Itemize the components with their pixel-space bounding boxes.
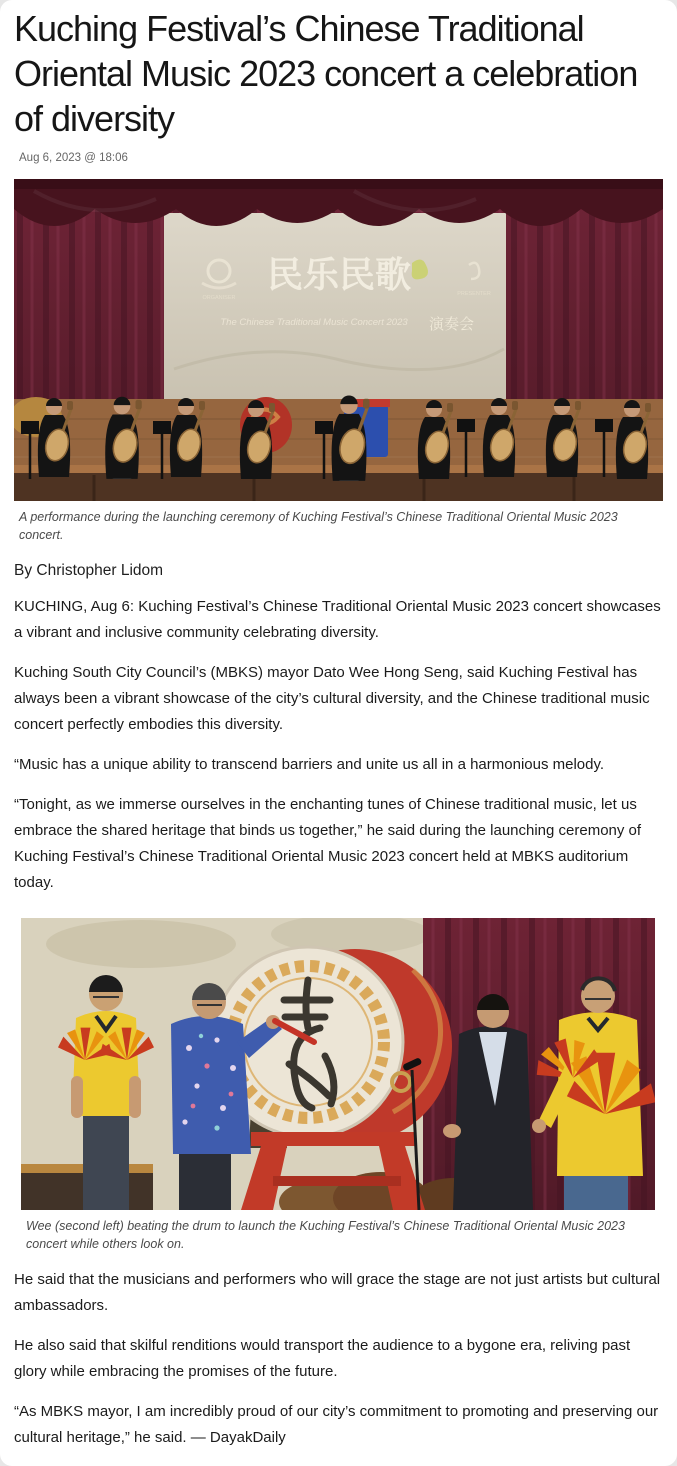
screen-subtitle: The Chinese Traditional Music Concert 2023	[220, 317, 408, 328]
article-paragraph: He said that the musicians and performers who will grace the stage are not just artists but cultural ambassadors.	[14, 1271, 661, 1314]
page-title: Kuching Festival’s Chinese Traditional Oriental Music 2023 concert a celebration of diversity	[14, 8, 638, 139]
hero-figure	[14, 179, 663, 544]
screen-title-cn: 民乐民歌	[266, 254, 412, 295]
photo-caption: A performance during the launching ceremony of Kuching Festival’s Chinese Traditional Oriental Music 2023 concert.	[19, 510, 618, 542]
drum-launch-photo	[21, 918, 655, 1210]
concert-stage-photo	[14, 179, 663, 501]
organiser-label: ORGANISER	[202, 295, 236, 301]
article-paragraph: “Music has a unique ability to transcend barriers and unite us all in a harmonious melody.	[14, 756, 605, 773]
projection-screen	[164, 213, 506, 399]
article-paragraph: He also said that skilful renditions would transport the audience to a bygone era, reliving past glory while embracing the promises of the future.	[14, 1337, 631, 1380]
presenter-label: PRESENTER	[457, 291, 491, 297]
article-paragraph: Kuching South City Council’s (MBKS) mayor Dato Wee Hong Seng, said Kuching Festival has always been a vibrant showcase of the city’s cultural diversity, and the Chinese traditional music concert perfectly embodies this diversity.	[14, 664, 650, 733]
screen-suffix-cn: 演奏会	[429, 316, 475, 333]
photo-caption: Wee (second left) beating the drum to launch the Kuching Festival’s Chinese Traditional Oriental Music 2023 concert while others look on.	[26, 1219, 625, 1251]
article-paragraph: KUCHING, Aug 6: Kuching Festival’s Chinese Traditional Oriental Music 2023 concert showcases a vibrant and inclusive community celebrating diversity.	[14, 598, 661, 641]
byline: By Christopher Lidom	[14, 562, 164, 579]
article-paragraph: “As MBKS mayor, I am incredibly proud of our city’s commitment to promoting and preserving our cultural heritage,” he said. — DayakDaily	[14, 1403, 659, 1446]
article-paragraph: “Tonight, as we immerse ourselves in the enchanting tunes of Chinese traditional music, let us embrace the shared heritage that binds us together,” he said during the launching ceremony of Kuching Festival’s Chinese Traditional Oriental Music 2023 concert held at MBKS auditorium today.	[14, 796, 642, 891]
article-date: Aug 6, 2023 @ 18:06	[19, 152, 128, 164]
drum-figure	[14, 918, 663, 1253]
